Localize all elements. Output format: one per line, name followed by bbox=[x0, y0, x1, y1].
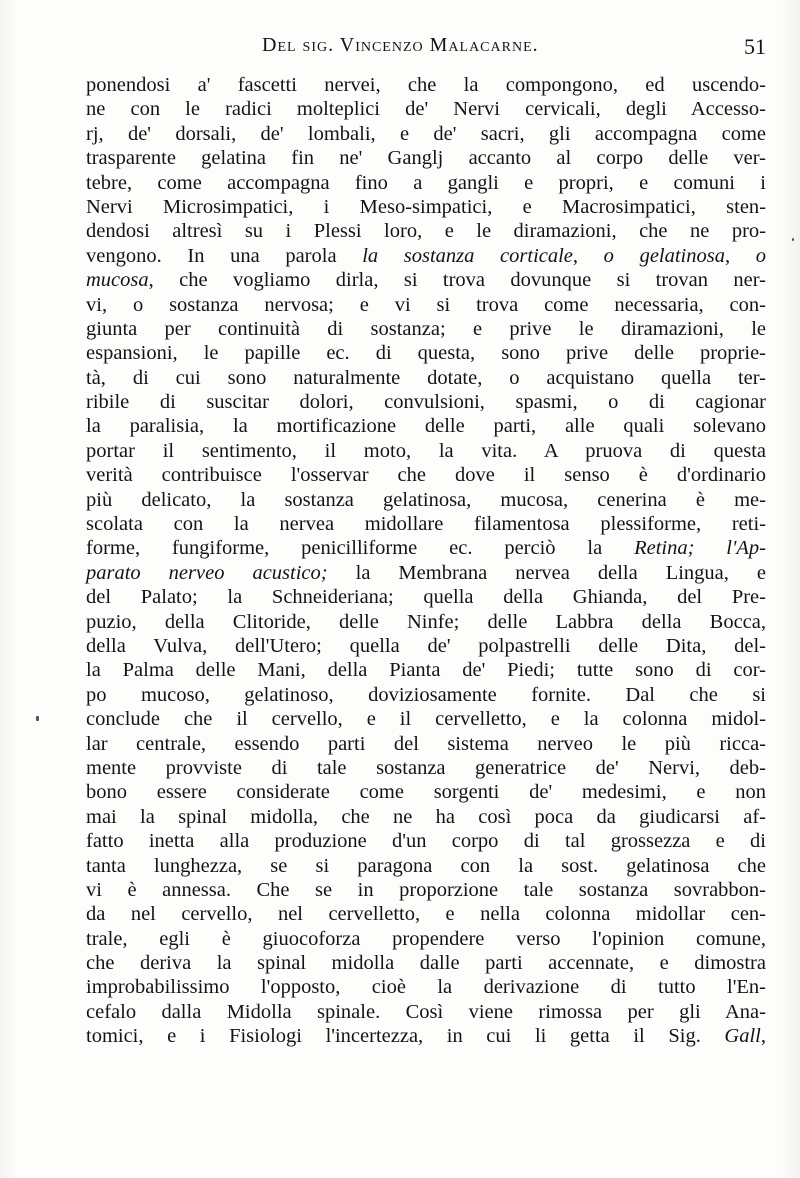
text-run: mucosa bbox=[86, 269, 149, 292]
text-run: vengono. In una parola bbox=[86, 244, 363, 267]
text-run: tà, di cui sono naturalmente dotate, o acquistano quella ter- bbox=[86, 366, 766, 389]
text-run: tomici, e i Fisiologi l'incertezza, in cui li getta il Sig. bbox=[86, 1025, 725, 1048]
text-line bbox=[86, 195, 766, 219]
text-line bbox=[86, 975, 766, 999]
text-line bbox=[86, 610, 766, 634]
text-run: ponendosi a' fascetti nervei, che la compongono, ed uscendo- bbox=[86, 74, 766, 96]
text-run: , bbox=[572, 244, 604, 267]
text-run: portar il sentimento, il moto, la vita. A pruova di questa bbox=[86, 439, 766, 462]
text-run: , bbox=[760, 1025, 766, 1048]
text-run: mente provviste di tale sostanza generatrice de' Nervi, deb- bbox=[86, 756, 766, 779]
text-run: tanta lunghezza, se si paragona con la sost. gelatinosa che bbox=[86, 854, 766, 877]
text-run: ne con le radici molteplici de' Nervi cervicali, degli Accesso- bbox=[86, 98, 766, 121]
text-line bbox=[86, 463, 766, 487]
text-run: giunta per continuità di sostanza; e prive le diramazioni, le bbox=[86, 317, 766, 340]
text-line bbox=[86, 1024, 766, 1048]
text-run: po mucoso, gelatinoso, doviziosamente fornite. Dal che si bbox=[86, 683, 766, 706]
text-line bbox=[86, 1000, 766, 1024]
text-line bbox=[86, 951, 766, 975]
text-run: dendosi altresì su i Plessi loro, e le diramazioni, che ne pro- bbox=[86, 220, 766, 243]
text-line bbox=[86, 878, 766, 902]
text-run: bono essere considerate come sorgenti de' medesimi, e non bbox=[86, 781, 766, 804]
text-line bbox=[86, 561, 766, 585]
text-line bbox=[86, 146, 766, 170]
text-run: cefalo dalla Midolla spinale. Così viene rimossa per gli Ana- bbox=[86, 1000, 766, 1023]
text-line bbox=[86, 219, 766, 243]
text-line bbox=[86, 634, 766, 658]
text-line bbox=[86, 732, 766, 756]
page-number: 51 bbox=[744, 34, 766, 59]
ink-speck bbox=[36, 716, 39, 721]
text-line bbox=[86, 341, 766, 365]
text-line bbox=[86, 317, 766, 341]
text-run: scolata con la nervea midollare filamentosa plessiforme, reti- bbox=[86, 513, 766, 536]
text-run: vi, o sostanza nervosa; e vi si trova come necessaria, con- bbox=[86, 293, 766, 316]
text-run: ribile di suscitar dolori, convulsioni, spasmi, o di cagionar bbox=[86, 391, 766, 414]
text-run: la Palma delle Mani, della Pianta de' Piedi; tutte sono di cor- bbox=[86, 659, 766, 682]
running-head: Del sig. Vincenzo Malacarne. bbox=[262, 34, 539, 56]
text-run: la sostanza corticale bbox=[362, 244, 573, 267]
text-run: puzio, della Clitoride, delle Ninfe; delle Labbra della Bocca, bbox=[86, 610, 766, 633]
text-line bbox=[86, 780, 766, 804]
text-line bbox=[86, 366, 766, 390]
text-line bbox=[86, 122, 766, 146]
text-run: verità contribuisce l'osservar che dove il senso è d'ordinario bbox=[86, 464, 766, 487]
text-run: trale, egli è giuocoforza propendere verso l'opinion comune, bbox=[86, 927, 766, 950]
text-line bbox=[86, 293, 766, 317]
text-run: del Palato; la Schneideriana; quella della Ghianda, del Pre- bbox=[86, 586, 766, 609]
text-run: , che vogliamo dirla, si trova dovunque si trovan ner- bbox=[148, 269, 766, 292]
text-line bbox=[86, 854, 766, 878]
text-run: che deriva la spinal midolla dalle parti accennate, e dimostra bbox=[86, 952, 766, 975]
text-line bbox=[86, 536, 766, 560]
text-line bbox=[86, 707, 766, 731]
text-run: Gall bbox=[724, 1025, 761, 1048]
text-line bbox=[86, 414, 766, 438]
text-line bbox=[86, 73, 766, 97]
text-line bbox=[86, 927, 766, 951]
text-run: mai la spinal midolla, che ne ha così poca da giudicarsi af- bbox=[86, 805, 766, 828]
text-run: espansioni, le papille ec. di questa, sono prive delle proprie- bbox=[86, 342, 766, 365]
text-line bbox=[86, 756, 766, 780]
text-line bbox=[86, 439, 766, 463]
body-text bbox=[86, 73, 766, 1049]
text-line bbox=[86, 829, 766, 853]
text-line bbox=[86, 683, 766, 707]
text-run: la Membrana nervea della Lingua, e bbox=[327, 561, 766, 584]
text-line bbox=[86, 658, 766, 682]
text-run: conclude che il cervello, e il cervelletto, e la colonna midol- bbox=[86, 708, 766, 731]
text-run: la paralisia, la mortificazione delle parti, alle quali solevano bbox=[86, 415, 766, 438]
text-line bbox=[86, 805, 766, 829]
text-run: improbabilissimo l'opposto, cioè la derivazione di tutto l'En- bbox=[86, 976, 766, 999]
text-line bbox=[86, 97, 766, 121]
text-run: o bbox=[755, 244, 766, 267]
text-run: trasparente gelatina fin ne' Ganglj accanto al corpo delle ver- bbox=[86, 147, 766, 170]
text-line bbox=[86, 268, 766, 292]
text-run: , bbox=[724, 244, 756, 267]
text-line bbox=[86, 244, 766, 268]
text-line bbox=[86, 512, 766, 536]
text-run: Retina; l'Ap- bbox=[634, 537, 766, 560]
ink-speck bbox=[792, 238, 794, 241]
text-line bbox=[86, 488, 766, 512]
text-line bbox=[86, 390, 766, 414]
text-run: della Vulva, dell'Utero; quella de' polpastrelli delle Dita, del- bbox=[86, 634, 766, 657]
text-run: da nel cervello, nel cervelletto, e nella colonna midollar cen- bbox=[86, 903, 766, 926]
text-line bbox=[86, 902, 766, 926]
text-run: o gelatinosa bbox=[603, 244, 725, 267]
text-run: più delicato, la sostanza gelatinosa, mucosa, cenerina è me- bbox=[86, 488, 766, 511]
text-run: vi è annessa. Che se in proporzione tale sostanza sovrabbon- bbox=[86, 878, 766, 901]
text-line bbox=[86, 171, 766, 195]
page-header bbox=[86, 34, 766, 64]
text-line bbox=[86, 585, 766, 609]
text-run: Nervi Microsimpatici, i Meso-simpatici, e Macrosimpatici, sten- bbox=[86, 195, 766, 218]
text-run: rj, de' dorsali, de' lombali, e de' sacri, gli accompagna come bbox=[86, 122, 766, 145]
text-run: tebre, come accompagna fino a gangli e propri, e comuni i bbox=[86, 171, 766, 194]
text-run: fatto inetta alla produzione d'un corpo di tal grossezza e di bbox=[86, 830, 766, 853]
text-run: lar centrale, essendo parti del sistema nerveo le più ricca- bbox=[86, 732, 766, 755]
text-run: forme, fungiforme, penicilliforme ec. perciò la bbox=[86, 537, 635, 560]
text-run: parato nerveo acustico; bbox=[86, 561, 328, 584]
